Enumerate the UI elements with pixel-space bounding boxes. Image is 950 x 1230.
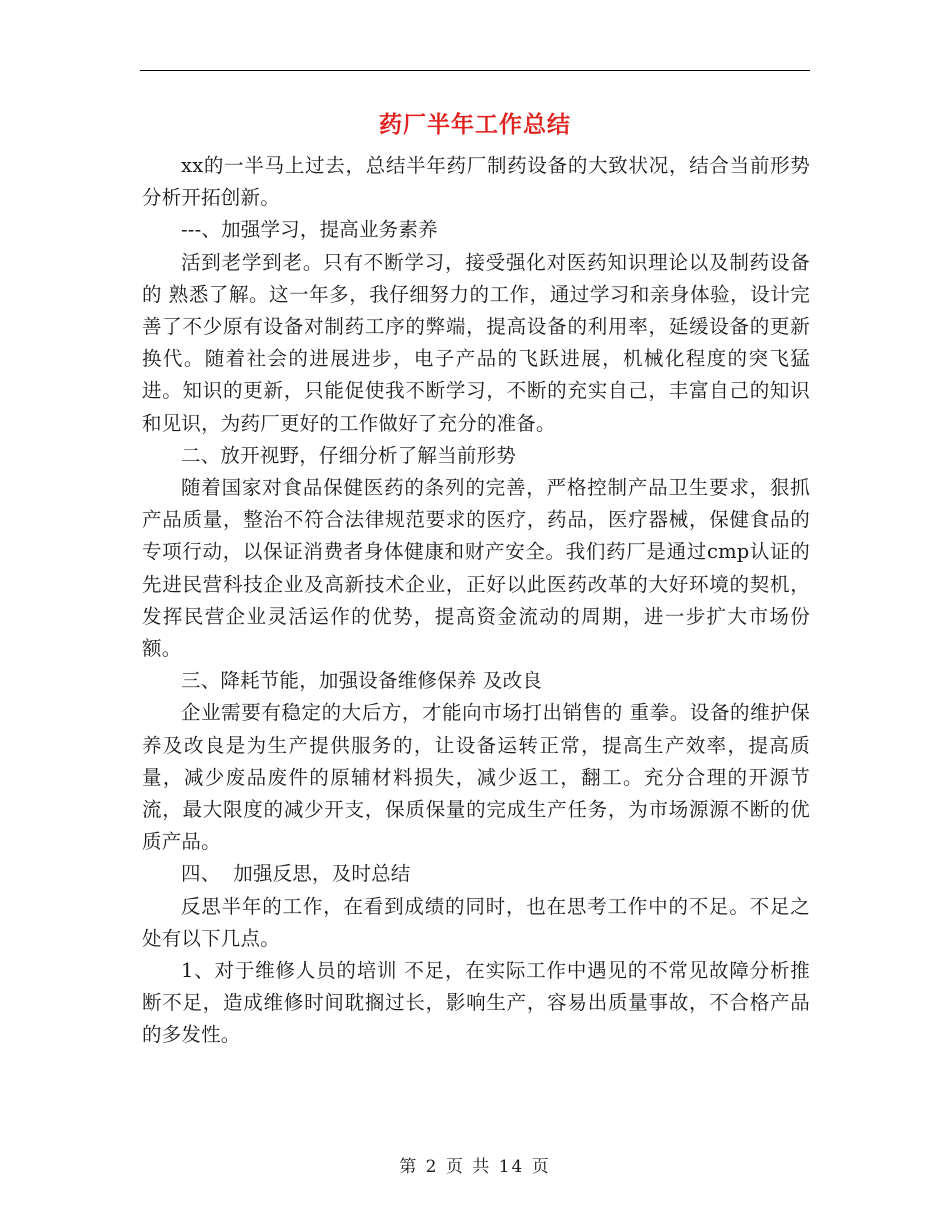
paragraph-section-3: 企业需要有稳定的大后方，才能向市场打出销售的 重拳。设备的维护保养及改良是为生产提供服务的，让设备运转正常，提高生产效率，提高质量，减少废品废件的原辅材料损失，减少返工，翻工。充分合理的开源节流，最大限度的减少开支，保质保量的完成生产任务，为市场源源不断的优质产品。 bbox=[142, 701, 810, 854]
page-number: 第 2 页 共 14 页 bbox=[399, 1157, 551, 1177]
paragraph-section-4: 反思半年的工作，在看到成绩的同时，也在思考工作中的不足。不足之处有以下几点。 bbox=[142, 894, 810, 950]
section-heading-2: 二、放开视野，仔细分析了解当前形势 bbox=[181, 443, 516, 467]
paragraph-section-2: 随着国家对食品保健医药的条列的完善，严格控制产品卫生要求，狠抓产品质量，整治不符合法律规范要求的医疗，药品，医疗器械，保健食品的专项行动，以保证消费者身体健康和财产安全。我们药厂是通过cmp认证的先进民营科技企业及高新技术企业，正好以此医药改革的大好环境的契机，发挥民营企业灵活运作的优势，提高资金流动的周期，进一步扩大市场份额。 bbox=[142, 476, 810, 661]
section-heading-3: 三、降耗节能，加强设备维修保养 及改良 bbox=[181, 669, 542, 693]
document-title: 药厂半年工作总结 bbox=[379, 112, 571, 138]
paragraph-section-1: 活到老学到老。只有不断学习，接受强化对医药知识理论以及制药设备的 熟悉了解。这一年多，我仔细努力的工作，通过学习和亲身体验，设计完善了不少原有设备对制药工序的弊端，提高设备的利用率，延缓设备的更新换代。随着社会的进展进步，电子产品的飞跃进展，机械化程度的突飞猛进。知识的更新，只能促使我不断学习，不断的充实自己，丰富自己的知识和见识，为药厂更好的工作做好了充分的准备。 bbox=[142, 250, 810, 435]
section-heading-1: ---、加强学习，提高业务素养 bbox=[181, 218, 438, 242]
paragraph-intro: xx的一半马上过去，总结半年药厂制药设备的大致状况，结合当前形势分析开拓创新。 bbox=[142, 154, 810, 210]
paragraph-point-1: 1、对于维修人员的培训 不足，在实际工作中遇见的不常见故障分析推断不足，造成维修时间耽搁过长，影响生产，容易出质量事故，不合格产品的多发性。 bbox=[142, 959, 810, 1047]
header-rule bbox=[140, 70, 810, 71]
section-heading-4: 四、 加强反思，及时总结 bbox=[181, 862, 411, 886]
document-body bbox=[142, 150, 810, 1052]
